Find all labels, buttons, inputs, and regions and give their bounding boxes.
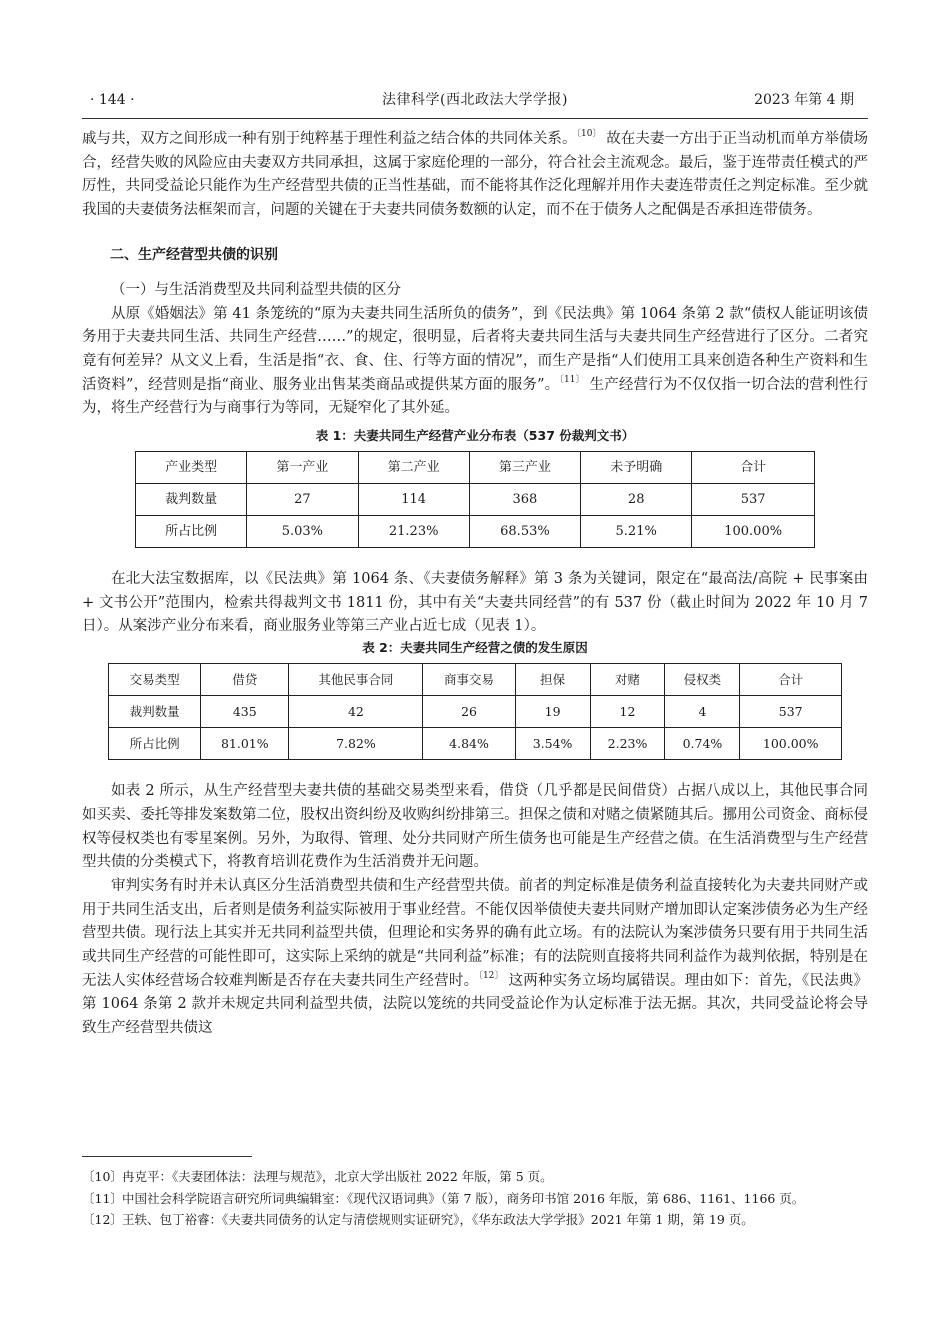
table-cell: 合计 xyxy=(740,664,842,696)
table-2-caption: 表 2：夫妻共同生产经营之债的发生原因 xyxy=(362,640,588,656)
table-cell: 114 xyxy=(358,484,469,516)
table-row xyxy=(109,696,842,728)
table-cell: 368 xyxy=(469,484,580,516)
paragraph-5: 审判实务有时并未认真区分生活消费型共债和生产经营型共债。前者的判定标准是债务利益直接转化为夫妻共同财产或用于共同生活支出，后者则是债务利益实际被用于事业经营。不能仅因举债使夫妻共同财产增加即认定案涉债务必为生产经营型共债。现行法上其实并无共同利益型共债，但理论和实务界的确有此立场。有的法院认为案涉债务只要有用于共同生活或共同生产经营的可能性即可，这实际上采纳的就是“共同利益”标准；有的法院则直接将共同利益作为裁判依据，特别是在无法人实体经营场合较难判断是否存在夫妻共同生产经营时。$^{〔12〕}$ 这两种实务立场均属错误。理由如下：首先，《民法典》第 1064 条第 2 款并未规定共同利益型共债，法院以笼统的共同受益论作为认定标准于法无据。其次，共同受益论将会导致生产经营型共债这 xyxy=(82,877,869,1037)
running-header xyxy=(82,88,868,112)
table-row xyxy=(136,484,815,516)
table-cell: 21.23% xyxy=(358,516,469,548)
table-cell: 5.03% xyxy=(247,516,358,548)
footnote-rule xyxy=(82,1156,252,1157)
table-cell: 交易类型 xyxy=(109,664,201,696)
table-cell: 0.74% xyxy=(665,728,740,760)
section-title: 二、生产经营型共债的识别 xyxy=(110,246,278,263)
footnote-11: 〔11〕中国社会科学院语言研究所词典编辑室：《现代汉语词典》（第 7 版），商务印书馆 2016 年版，第 686、1161、1166 页。 xyxy=(82,1190,805,1206)
table-cell: 产业类型 xyxy=(136,452,247,484)
table-cell: 42 xyxy=(289,696,423,728)
table-cell: 第二产业 xyxy=(358,452,469,484)
table-2 xyxy=(108,663,842,760)
paragraph-2: 从原《婚姻法》第 41 条笼统的“原为夫妻共同生活所负的债务”，到《民法典》第 1064 条第 2 款“债权人能证明该债务用于夫妻共同生活、共同生产经营……”的规定，很明显，后者将夫妻共同生活与夫妻共同生产经营进行了区分。二者究竟有何差异？从文义上看，生活是指“衣、食、住、行等方面的情况”，而生产是指“人们使用工具来创造各种生产资料和生活资料”，经营则是指“商业、服务业出售某类商品或提供某方面的服务”。$^{〔11〕}$ 生产经营行为不仅仅指一切合法的营利性行为，将生产经营行为与商事行为等同，无疑窄化了其外延。 xyxy=(82,305,869,417)
table-cell: 担保 xyxy=(515,664,590,696)
table-header-row xyxy=(136,452,815,484)
table-1-caption: 表 1：夫妻共同生产经营产业分布表（537 份裁判文书） xyxy=(315,428,635,444)
table-cell: 所占比例 xyxy=(109,728,201,760)
table-row xyxy=(136,516,815,548)
table-cell: 19 xyxy=(515,696,590,728)
table-cell: 28 xyxy=(581,484,692,516)
table-1 xyxy=(135,451,815,548)
table-cell: 第三产业 xyxy=(469,452,580,484)
table-cell: 81.01% xyxy=(201,728,289,760)
table-cell: 100.00% xyxy=(740,728,842,760)
table-cell: 未予明确 xyxy=(581,452,692,484)
paragraph-4: 如表 2 所示，从生产经营型夫妻共债的基础交易类型来看，借贷（几乎都是民间借贷）占据八成以上，其他民事合同如买卖、委托等排发案数第二位，股权出资纠纷及收购纠纷排第三。担保之债和对赌之债紧随其后。挪用公司资金、商标侵权等侵权类也有零星案例。另外，为取得、管理、处分共同财产所生债务也可能是生产经营之债。在生活消费型与生产经营型共债的分类模式下，将教育培训花费作为生活消费并无问题。 xyxy=(82,783,868,871)
subsection-title: （一）与生活消费型及共同利益型共债的区分 xyxy=(111,281,401,298)
footnote-ref-10[interactable]: 〔10〕 xyxy=(576,129,602,139)
page-number: · 144 · xyxy=(90,92,135,108)
table-cell: 裁判数量 xyxy=(109,696,201,728)
table-cell: 对赌 xyxy=(590,664,665,696)
table-cell: 借贷 xyxy=(201,664,289,696)
table-cell: 2.23% xyxy=(590,728,665,760)
table-cell: 435 xyxy=(201,696,289,728)
table-cell: 其他民事合同 xyxy=(289,664,423,696)
table-cell: 侵权类 xyxy=(665,664,740,696)
table-cell: 26 xyxy=(423,696,515,728)
table-cell: 537 xyxy=(692,484,815,516)
header-rule xyxy=(82,118,868,119)
table-cell: 68.53% xyxy=(469,516,580,548)
table-row xyxy=(109,728,842,760)
footnotes xyxy=(82,1166,868,1231)
issue-label: 2023 年第 4 期 xyxy=(754,92,854,108)
journal-title: 法律科学(西北政法大学学报) xyxy=(382,92,568,108)
footnote-ref-11[interactable]: 〔11〕 xyxy=(559,374,585,385)
footnote-12: 〔12〕王轶、包丁裕睿：《夫妻共同债务的认定与清偿规则实证研究》，《华东政法大学学报》2021 年第 1 期，第 19 页。 xyxy=(82,1212,754,1227)
table-cell: 5.21% xyxy=(581,516,692,548)
paragraph-1: 戚与共，双方之间形成一种有别于纯粹基于理性利益之结合体的共同体关系。$^{〔10〕}$ 故在夫妻一方出于正当动机而单方举债场合，经营失败的风险应由夫妻双方共同承担，这属于家庭伦理的一部分，符合社会主流观念。最后，鉴于连带责任模式的严厉性，共同受益论只能作为生产经营型共债的正当性基础，而不能将其作泛化理解并用作夫妻连带责任之判定标准。至少就我国的夫妻债务法框架而言，问题的关键在于夫妻共同债务数额的认定，而不在于债务人之配偶是否承担连带债务。 xyxy=(82,129,869,219)
table-cell: 商事交易 xyxy=(423,664,515,696)
footnote-10: 〔10〕冉克平：《夫妻团体法：法理与规范》，北京大学出版社 2022 年版，第 5 页。 xyxy=(82,1169,553,1184)
table-cell: 所占比例 xyxy=(136,516,247,548)
table-cell: 裁判数量 xyxy=(136,484,247,516)
table-cell: 7.82% xyxy=(289,728,423,760)
table-cell: 100.00% xyxy=(692,516,815,548)
table-cell: 537 xyxy=(740,696,842,728)
table-cell: 4.84% xyxy=(423,728,515,760)
table-cell: 12 xyxy=(590,696,665,728)
table-cell: 3.54% xyxy=(515,728,590,760)
table-cell: 27 xyxy=(247,484,358,516)
table-cell: 合计 xyxy=(692,452,815,484)
footnote-ref-12[interactable]: 〔12〕 xyxy=(478,970,504,981)
paragraph-3: 在北大法宝数据库，以《民法典》第 1064 条、《夫妻债务解释》第 3 条为关键词，限定在“最高法/高院 + 民事案由 + 文书公开”范围内，检索共得裁判文书 1811 份，其中有关“夫妻共同经营”的有 537 份（截止时间为 2022 年 10 月 7 日）。从案涉产业分布来看，商业服务业等第三产业占近七成（见表 1）。 xyxy=(82,571,868,635)
table-cell: 第一产业 xyxy=(247,452,358,484)
article-body xyxy=(82,128,868,1041)
table-header-row xyxy=(109,664,842,696)
table-cell: 4 xyxy=(665,696,740,728)
